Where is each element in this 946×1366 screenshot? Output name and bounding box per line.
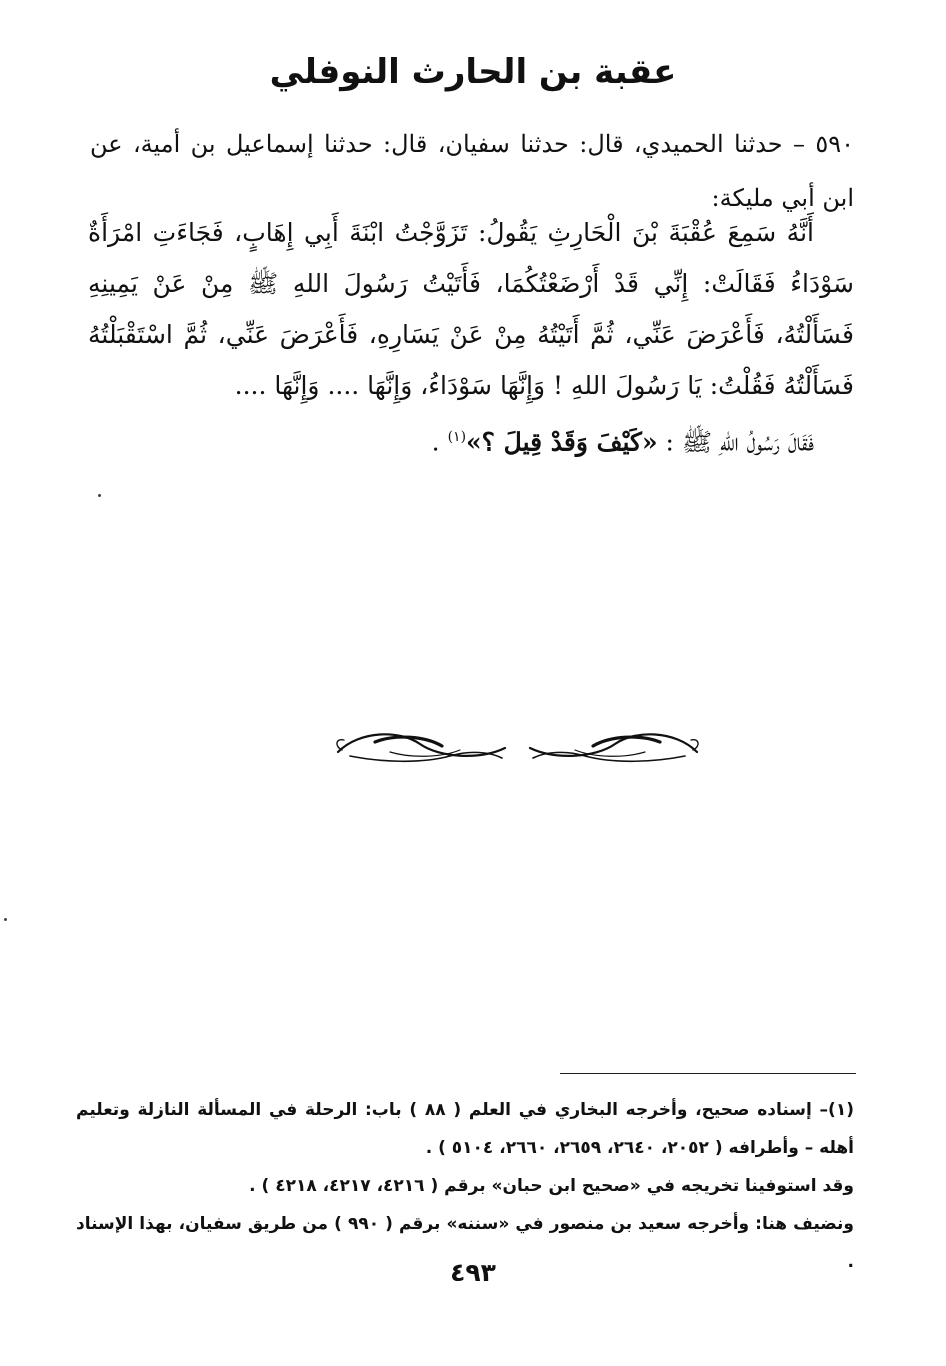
closing-end: . <box>431 427 448 457</box>
chapter-title: عقبة بن الحارث النوفلي <box>269 52 677 92</box>
hadith-closing <box>88 417 854 462</box>
footnote-separator <box>560 1073 856 1074</box>
footnote-3: ونضيف هنا: وأخرجه سعيد بن منصور في «سننه» برقم ( ٩٩٠ ) من طريق سفيان، بهذا الإسناد . <box>76 1214 854 1272</box>
footnote-marker: (١) <box>447 429 467 445</box>
ornament-divider-icon <box>330 722 705 770</box>
scan-speck <box>4 918 7 921</box>
hadith-matn <box>88 207 854 411</box>
footnotes <box>76 1091 854 1281</box>
footnote-1: (١)– إسناده صحيح، وأخرجه البخاري في العلم ( ٨٨ ) باب: الرحلة في المسألة النازلة وتعليم أهله – وأطرافه ( ٢٠٥٢، ٢٦٤٠، ٢٦٥٩، ٢٦٦٠، ٥١٠٤ ) . <box>76 1100 854 1158</box>
prophetic-quote: «كَيْفَ وَقَدْ قِيلَ ؟» <box>466 427 658 457</box>
hadith-matn-text: أَنَّهُ سَمِعَ عُقْبَةَ بْنَ الْحَارِثِ يَقُولُ: تَزَوَّجْتُ ابْنَةَ أَبِي إِهَابٍ، فَجَاءَتِ امْرَأَةٌ سَوْدَاءُ فَقَالَتْ: إِنِّي قَدْ أَرْضَعْتُكُمَا، فَأَتَيْتُ رَسُولَ اللهِ ﷺ مِنْ عَنْ يَمِينِهِ فَسَأَلْتُهُ، فَأَعْرَضَ عَنِّي، ثُمَّ أَتَيْتُهُ مِنْ عَنْ يَسَارِهِ، فَأَعْرَضَ عَنِّي، ثُمَّ اسْتَقْبَلْتُهُ فَسَأَلْتُهُ فَقُلْتُ: يَا رَسُولَ اللهِ ! وَإِنَّهَا سَوْدَاءُ، وَإِنَّهَا .... وَإِنَّهَا .... <box>88 218 854 400</box>
scan-speck <box>98 494 101 497</box>
page-number: ٤٩٣ <box>450 1258 496 1287</box>
footnote-2: وقد استوفينا تخريجه في «صحيح ابن حبان» برقم ( ٤٢١٦، ٤٢١٧، ٤٢١٨ ) . <box>249 1176 854 1196</box>
hadith-isnad: ٥٩٠ – حدثنا الحميدي، قال: حدثنا سفيان، قال: حدثنا إسماعيل بن أمية، عن ابن أبي مليكة: <box>90 130 854 212</box>
closing-prefix: فَقَالَ رَسُولُ اللهِ ﷺ : <box>657 427 814 457</box>
